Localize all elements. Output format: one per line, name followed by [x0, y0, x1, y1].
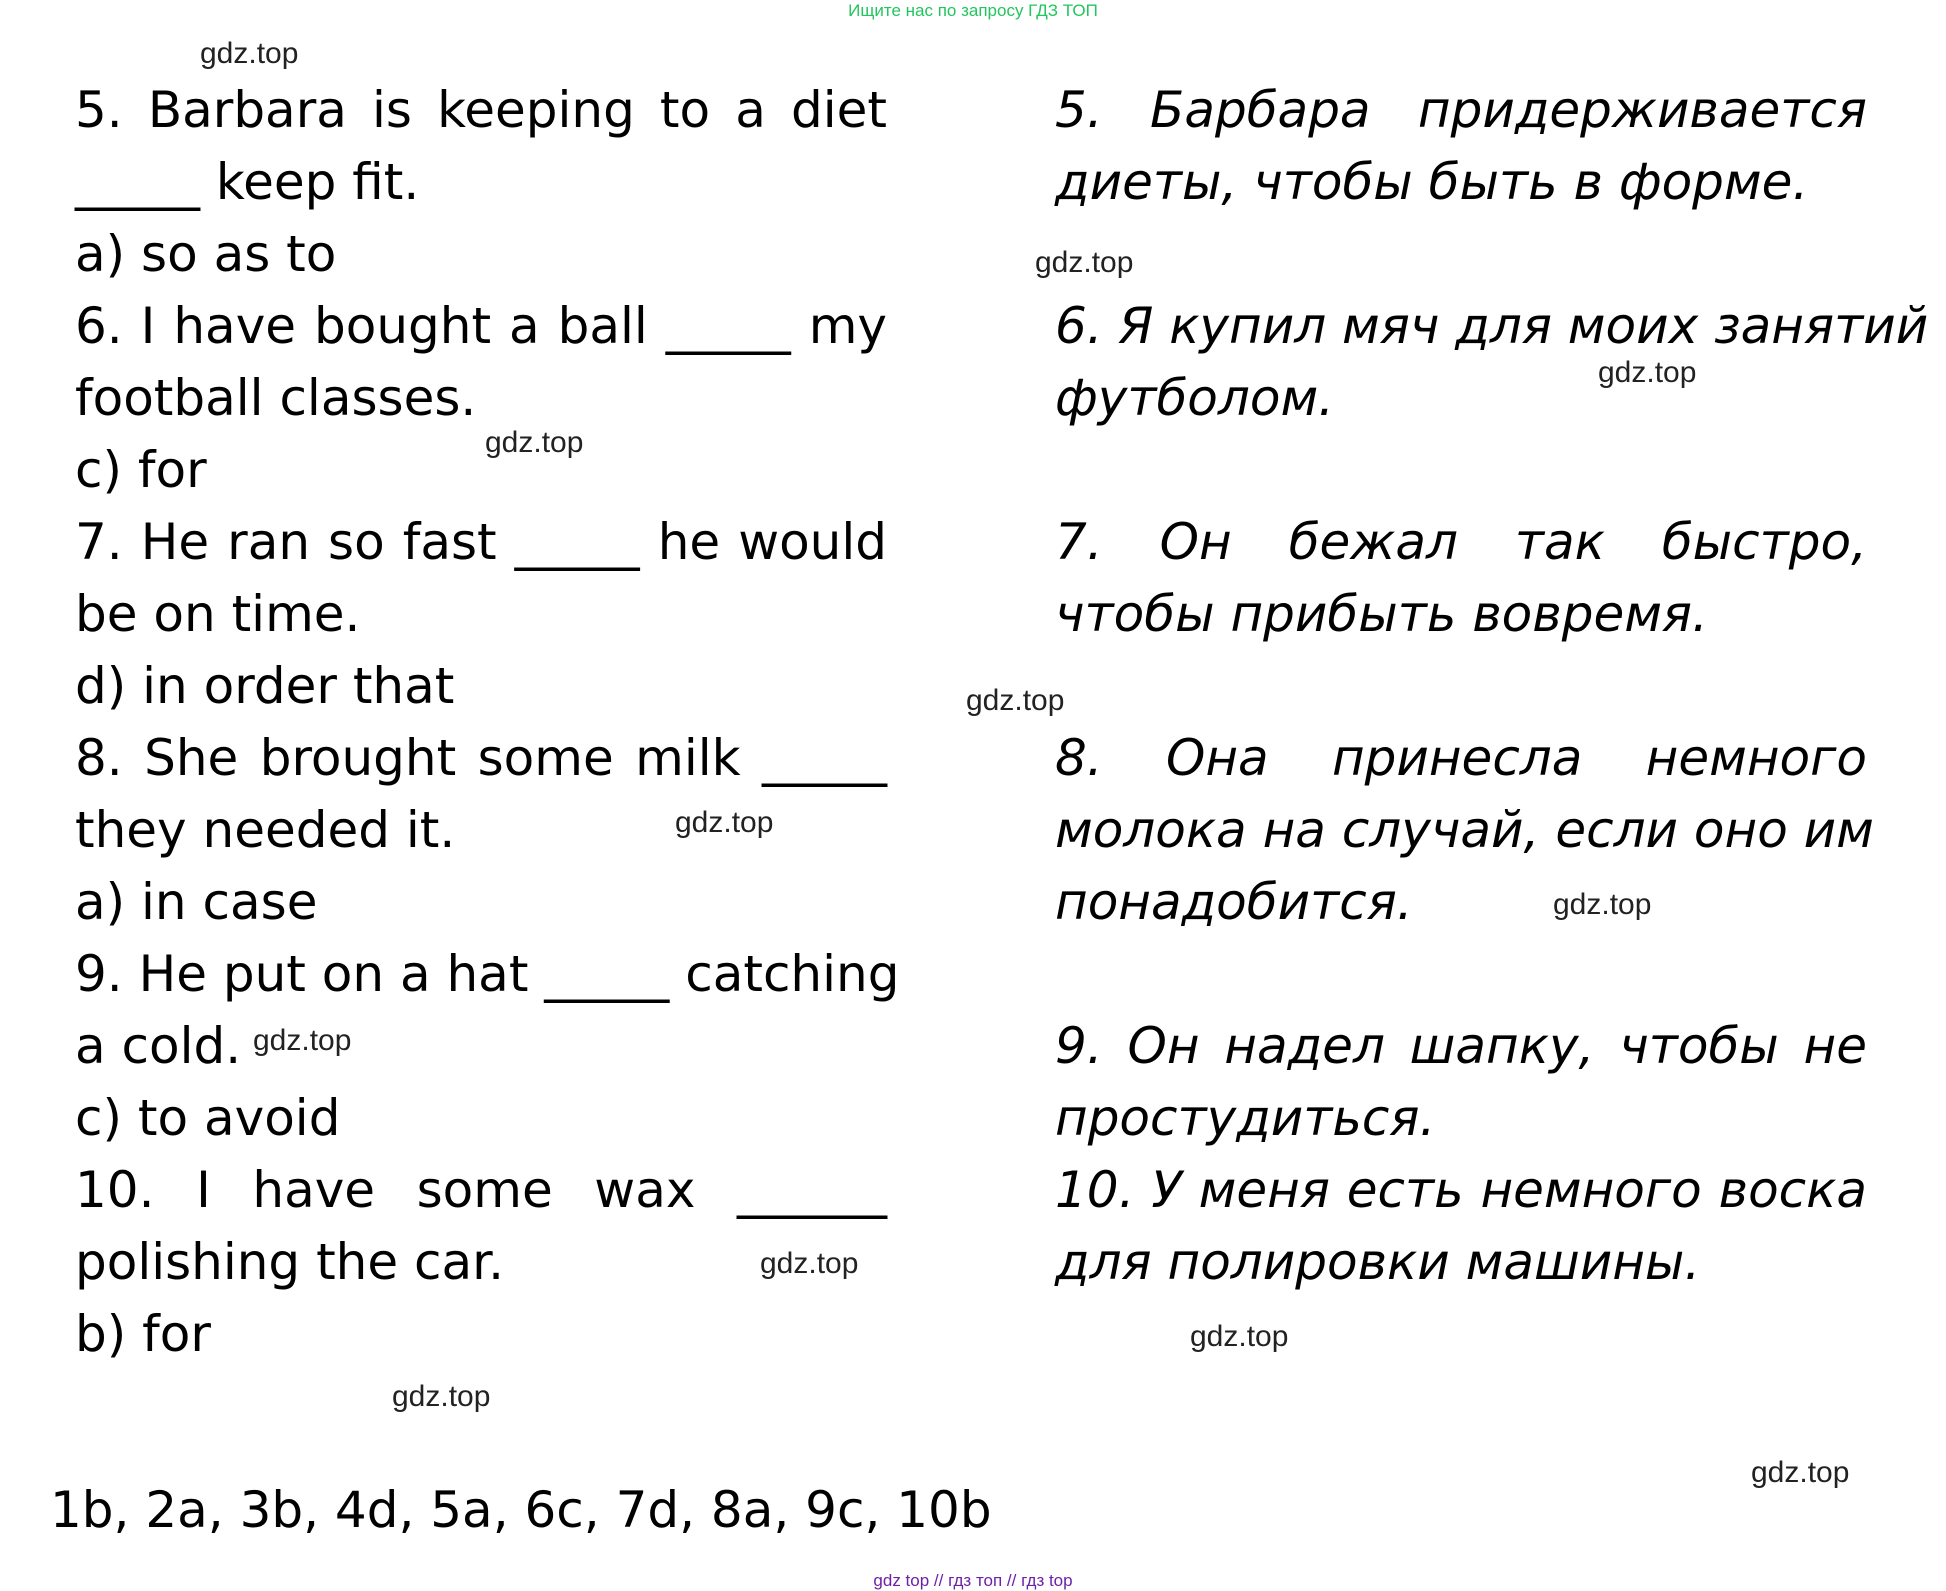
russian-line: 5. Барбара придерживается	[1055, 81, 1867, 139]
watermark: gdz.top	[485, 426, 584, 459]
english-line: a) so as to	[75, 225, 337, 283]
watermark: gdz.top	[1553, 888, 1652, 921]
russian-line: 9. Он надел шапку, чтобы не	[1055, 1017, 1867, 1075]
english-line: _____ keep fit.	[75, 153, 420, 211]
russian-line: футболом.	[1055, 369, 1335, 427]
watermark: gdz.top	[760, 1247, 859, 1280]
watermark: gdz.top	[1598, 356, 1697, 389]
english-line: 9. He put on a hat _____ catching	[75, 945, 900, 1003]
english-line: c) to avoid	[75, 1089, 341, 1147]
russian-line: чтобы прибыть вовремя.	[1055, 585, 1708, 643]
english-line: 8. She brought some milk _____	[75, 729, 887, 787]
top-banner: Ищите нас по запросу ГДЗ ТОП	[848, 1, 1098, 20]
english-line: 10. I have some wax ______	[75, 1161, 887, 1219]
watermark: gdz.top	[1035, 246, 1134, 279]
english-line: b) for	[75, 1305, 211, 1363]
english-line: be on time.	[75, 585, 361, 643]
watermark: gdz.top	[253, 1024, 352, 1057]
english-line: c) for	[75, 441, 207, 499]
english-line: polishing the car.	[75, 1233, 505, 1291]
russian-line: 10. У меня есть немного воска	[1055, 1161, 1867, 1219]
russian-line: простудиться.	[1055, 1089, 1436, 1147]
english-line: d) in order that	[75, 657, 455, 715]
english-line: 5. Barbara is keeping to a diet	[75, 81, 887, 139]
english-line: a cold.	[75, 1017, 242, 1075]
english-line: 6. I have bought a ball _____ my	[75, 297, 887, 355]
watermark: gdz.top	[1190, 1320, 1289, 1353]
watermark: gdz.top	[392, 1380, 491, 1413]
russian-line: для полировки машины.	[1055, 1233, 1701, 1291]
russian-line: понадобится.	[1055, 873, 1413, 931]
english-line: a) in case	[75, 873, 318, 931]
russian-line: 6. Я купил мяч для моих занятий	[1055, 297, 1929, 355]
watermark: gdz.top	[966, 684, 1065, 717]
english-line: football classes.	[75, 369, 477, 427]
russian-line: 8. Она принесла немного	[1055, 729, 1867, 787]
russian-line: молока на случай, если оно им	[1055, 801, 1874, 859]
english-line: 7. He ran so fast _____ he would	[75, 513, 887, 571]
watermark: gdz.top	[675, 806, 774, 839]
answer-key: 1b, 2a, 3b, 4d, 5a, 6c, 7d, 8a, 9c, 10b	[50, 1481, 992, 1539]
russian-line: диеты, чтобы быть в форме.	[1055, 153, 1809, 211]
footer-links[interactable]: gdz top // гдз топ // гдз top	[873, 1571, 1073, 1590]
watermark: gdz.top	[1751, 1456, 1850, 1489]
russian-line: 7. Он бежал так быстро,	[1055, 513, 1867, 571]
watermark: gdz.top	[200, 37, 299, 70]
english-line: they needed it.	[75, 801, 456, 859]
